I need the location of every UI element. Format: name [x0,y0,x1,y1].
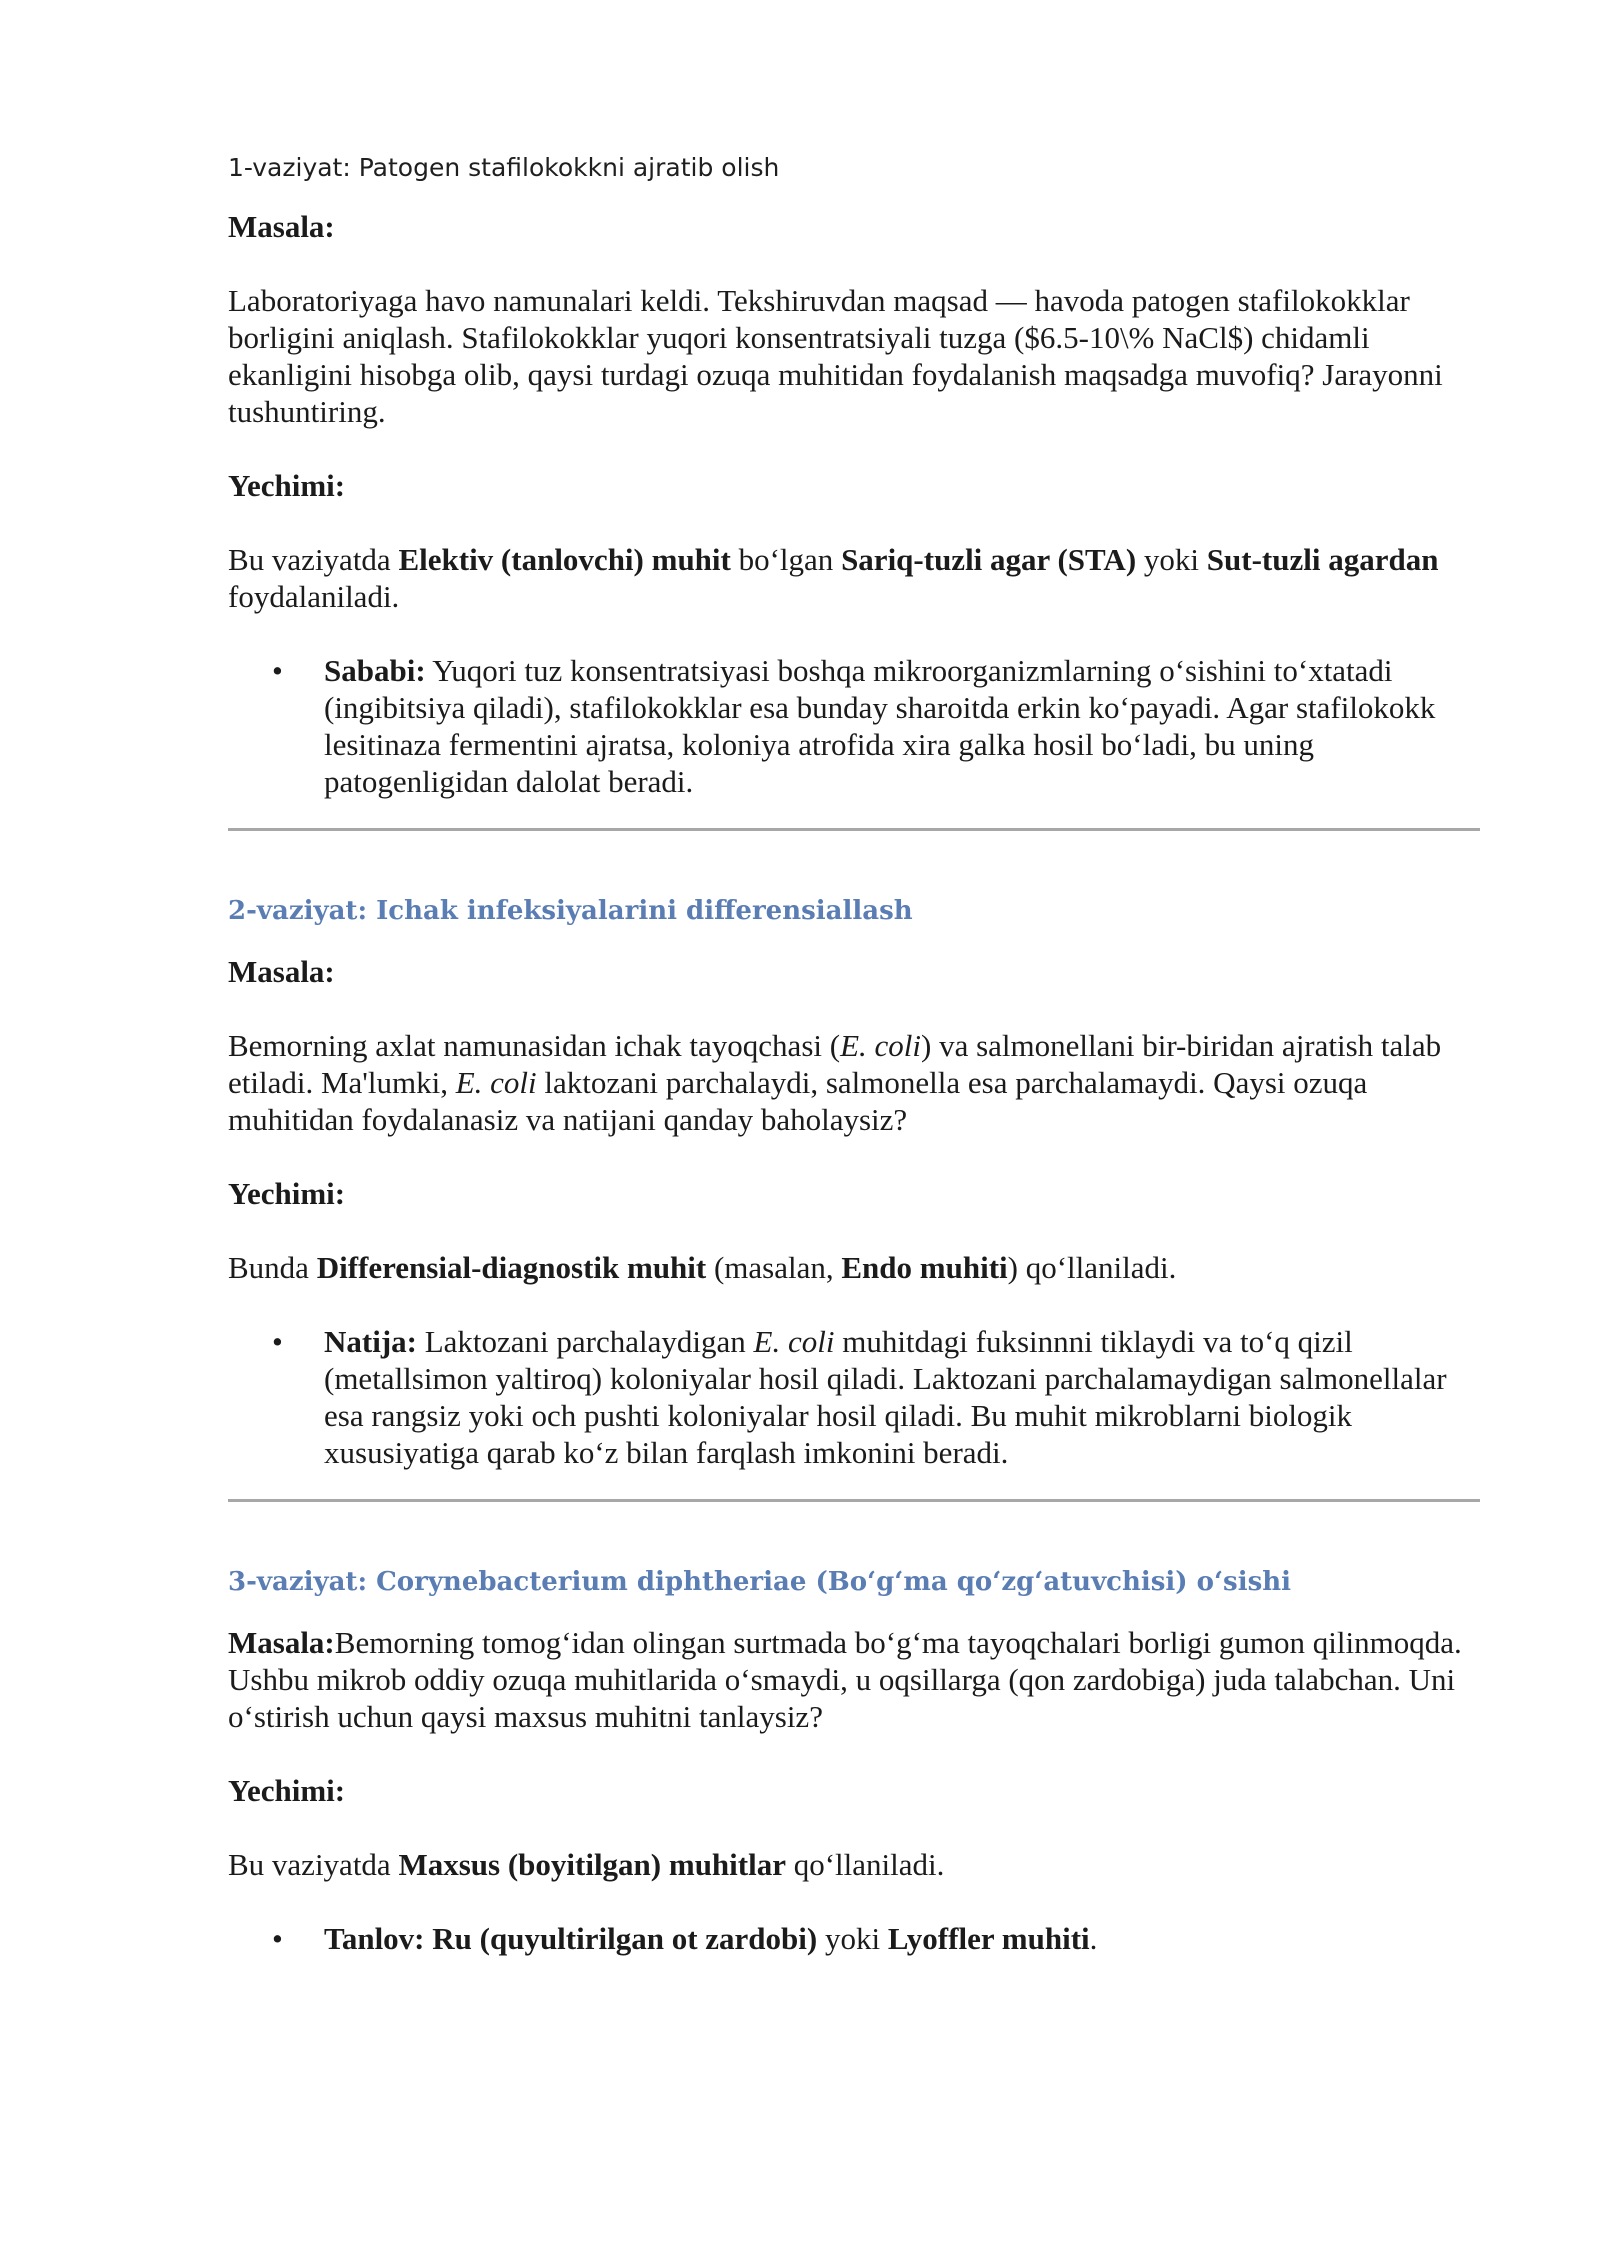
section-2-title: 2-vaziyat: Ichak infeksiyalarini differensiallash [228,896,913,926]
section-3-masala-text: Bemorning tomog‘idan olingan surtmada bo‘g‘ma tayoqchalari borligi gumon qilinmoqda. Ushbu mikrob oddiy ozuqa muhitlarida o‘smaydi, u oqsillarga (qon zardobiga) juda talabchan. Uni o‘stirish uchun qaysi maxsus muhitni tanlaysiz? [228,1625,1462,1734]
answer-bold: Endo muhiti [841,1250,1008,1285]
masala-text: laktozani parchalaydi, salmonella esa parchalamaydi. Qaysi ozuqa muhitidan foydalanasiz va natijani qanday baholaysiz? [228,1065,1368,1137]
answer-text: qo‘llaniladi. [785,1847,945,1882]
bullet-icon: • [272,653,283,688]
list-item [272,1920,1480,1957]
answer-text: Bu vaziyatda [228,1847,399,1882]
bullet-label: Tanlov: Ru (quyultirilgan ot zardobi) [324,1921,818,1956]
section-3-masala-label: Masala: [228,1625,335,1660]
bullet-text: Yuqori tuz konsentratsiyasi boshqa mikroorganizmlarning o‘sishini to‘xtatadi (ingibitsiya qiladi), stafilokokklar esa bunday sharoitda erkin ko‘payadi. Agar stafilokokk lesitinaza fermentini ajratsa, koloniya atrofida xira galka hosil bo‘ladi, bu uning patogenligidan dalolat beradi. [324,653,1436,799]
answer-bold: Differensial-diagnostik muhit [316,1250,707,1285]
section-2-yechimi-label: Yechimi: [228,1176,346,1211]
answer-bold: Sut-tuzli agardan [1206,542,1439,577]
answer-text: yoki [1136,542,1207,577]
list-item [272,652,1480,800]
bullet-label: Natija: [324,1324,417,1359]
section-3-answer [228,1846,1480,1883]
bullet-bold: Lyoffler muhiti [887,1921,1090,1956]
answer-bold: Sariq-tuzli agar (STA) [841,542,1137,577]
section-2-answer [228,1249,1480,1286]
answer-text: foydalaniladi. [228,579,400,614]
section-1-title: 1-vaziyat: Patogen stafilokokkni ajratib olish [228,153,780,182]
section-divider [228,1499,1480,1502]
section-1-bullet-list [228,652,1480,800]
bullet-text: muhitdagi fuksinnni tiklaydi va to‘q qizil (metallsimon yaltiroq) koloniyalar hosil qiladi. Laktozani parchalamaydigan salmonellalar esa rangsiz yoki och pushti koloniyalar hosil qiladi. Bu muhit mikroblarni biologik xususiyatiga qarab ko‘z bilan farqlash imkonini beradi. [324,1324,1447,1470]
answer-text: ) qo‘llaniladi. [1007,1250,1177,1285]
bullet-text: Laktozani parchalaydigan [416,1324,754,1359]
answer-bold: Maxsus (boyitilgan) muhitlar [398,1847,786,1882]
list-item [272,1323,1480,1471]
masala-text: Bemorning axlat namunasidan ichak tayoqchasi ( [228,1028,841,1063]
section-divider [228,828,1480,831]
section-3-title: 3-vaziyat: Corynebacterium diphtheriae (Bo‘g‘ma qo‘zg‘atuvchisi) o‘sishi [228,1567,1291,1597]
section-1-masala-label: Masala: [228,209,335,244]
section-2-masala-label: Masala: [228,954,335,989]
section-3-masala [228,1624,1480,1735]
section-2-masala-text [228,1027,1480,1138]
section-1-yechimi-label: Yechimi: [228,468,346,503]
answer-text: Bunda [228,1250,317,1285]
bullet-label: Sababi: [324,653,426,688]
answer-bold: Elektiv (tanlovchi) muhit [398,542,731,577]
answer-text: Bu vaziyatda [228,542,399,577]
section-1-answer [228,541,1480,615]
document-content [228,150,1480,1985]
section-3-bullet-list [228,1920,1480,1957]
masala-italic: E. coli [840,1028,921,1063]
section-3-yechimi-label: Yechimi: [228,1773,346,1808]
bullet-icon: • [272,1324,283,1359]
bullet-icon: • [272,1921,283,1956]
section-1-masala-text: Laboratoriyaga havo namunalari keldi. Tekshiruvdan maqsad — havoda patogen stafilokokklar borligini aniqlash. Stafilokokklar yuqori konsentratsiyali tuzga ($6.5-10\% NaCl$) chidamli ekanligini hisobga olib, qaysi turdagi ozuqa muhitidan foydalanish maqsadga muvofiq? Jarayonni tushuntiring. [228,283,1443,429]
answer-text: bo‘lgan [730,542,842,577]
answer-text: (masalan, [706,1250,842,1285]
masala-text: ) va salmonellani bir-biridan ajratish talab etiladi. Ma'lumki, [228,1028,1442,1100]
bullet-text: yoki [817,1921,888,1956]
section-2-bullet-list [228,1323,1480,1471]
bullet-italic: E. coli [753,1324,835,1359]
masala-italic: E. coli [455,1065,537,1100]
bullet-text: . [1089,1921,1098,1956]
